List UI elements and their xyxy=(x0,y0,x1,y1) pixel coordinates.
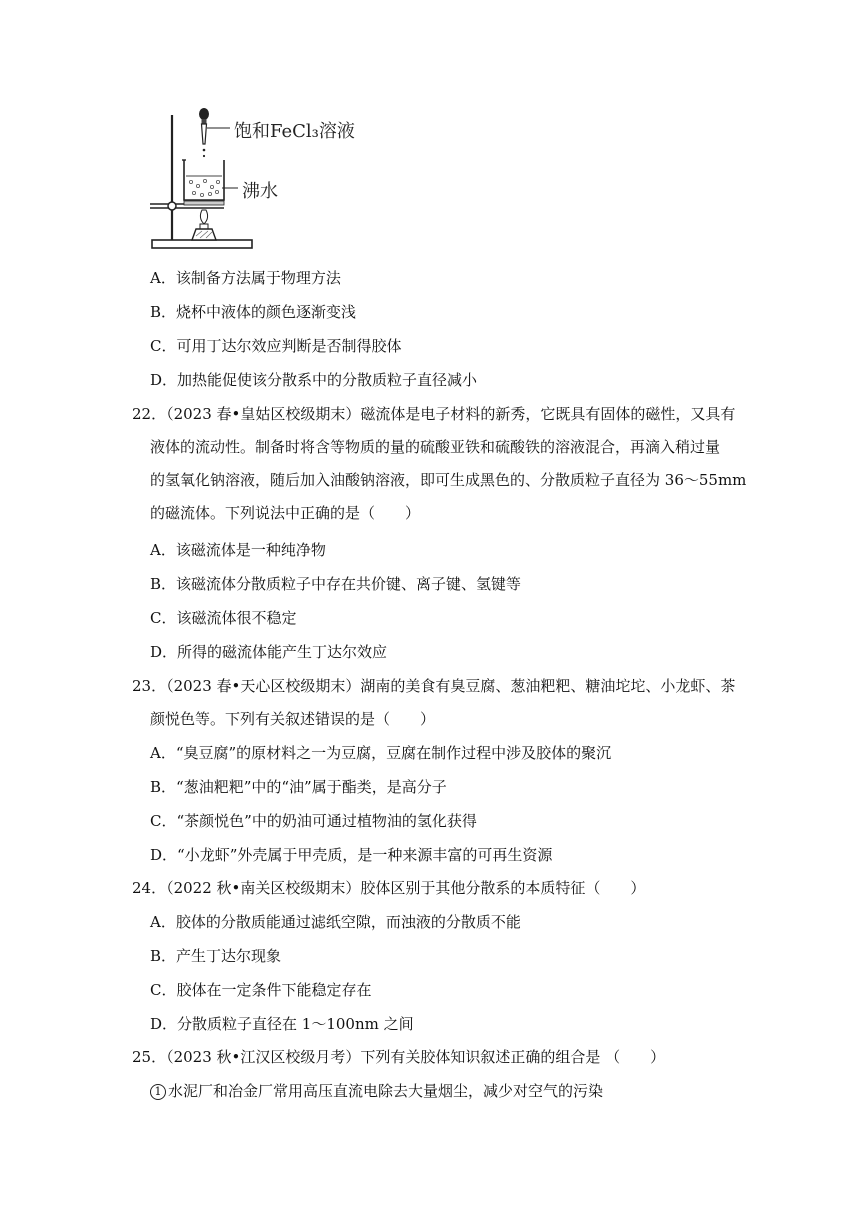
q21-option-a: A．该制备方法属于物理方法 xyxy=(150,269,341,287)
q25-item-1-marker: 1 xyxy=(150,1084,166,1100)
q23-option-c: C．“茶颜悦色”中的奶油可通过植物油的氢化获得 xyxy=(150,812,477,830)
q24-stem-line-1: 24．（2022 秋•南关区校级期末）胶体区别于其他分散系的本质特征（ ） xyxy=(132,879,646,897)
q22-option-a: A．该磁流体是一种纯净物 xyxy=(150,541,326,559)
q25-item-1 xyxy=(150,1081,603,1101)
q25-stem-line-1: 25．（2023 秋•江汉区校级月考）下列有关胶体知识叙述正确的组合是 （ ） xyxy=(132,1048,666,1066)
q22-stem-line-2: 液体的流动性。制备时将含等物质的量的硫酸亚铁和硫酸铁的溶液混合，再滴入稍过量 xyxy=(150,438,721,456)
q24-option-a: A．胶体的分散质能通过滤纸空隙，而浊液的分散质不能 xyxy=(150,913,521,931)
q21-option-d: D．加热能促使该分散系中的分散质粒子直径减小 xyxy=(150,371,478,389)
q24-option-b: B．产生丁达尔现象 xyxy=(150,947,282,965)
q23-stem-line-1: 23．（2023 春•天心区校级期末）湖南的美食有臭豆腐、葱油粑粑、糖油坨坨、小龙虾、茶 xyxy=(132,677,736,695)
q23-option-a: A．“臭豆腐”的原材料之一为豆腐，豆腐在制作过程中涉及胶体的聚沉 xyxy=(150,744,612,762)
q22-stem-line-4: 的磁流体。下列说法中正确的是（ ） xyxy=(150,504,421,522)
q21-option-c: C．可用丁达尔效应判断是否制得胶体 xyxy=(150,337,402,355)
q24-option-d: D．分散质粒子直径在 1～100nm 之间 xyxy=(150,1015,414,1033)
experiment-apparatus-figure xyxy=(142,100,382,260)
boiling-water-label: 沸水 xyxy=(242,181,278,202)
q22-option-c: C．该磁流体很不稳定 xyxy=(150,609,297,627)
q22-option-d: D．所得的磁流体能产生丁达尔效应 xyxy=(150,643,388,661)
q21-option-b: B．烧杯中液体的颜色逐渐变浅 xyxy=(150,303,357,321)
q24-option-c: C．胶体在一定条件下能稳定存在 xyxy=(150,981,372,999)
q22-option-b: B．该磁流体分散质粒子中存在共价键、离子键、氢键等 xyxy=(150,575,522,593)
q22-stem-line-3: 的氢氧化钠溶液，随后加入油酸钠溶液，即可生成黑色的、分散质粒子直径为 36～55mm xyxy=(150,471,747,489)
q23-option-d: D．“小龙虾”外壳属于甲壳质，是一种来源丰富的可再生资源 xyxy=(150,846,553,864)
q23-stem-line-2: 颜悦色等。下列有关叙述错误的是（ ） xyxy=(150,710,436,728)
q25-item-1-text: 水泥厂和冶金厂常用高压直流电除去大量烟尘，减少对空气的污染 xyxy=(168,1082,604,1100)
q22-stem-line-1: 22．（2023 春•皇姑区校级期末）磁流体是电子材料的新秀，它既具有固体的磁性，又具有 xyxy=(132,405,736,423)
q23-option-b: B．“葱油粑粑”中的“油”属于酯类，是高分子 xyxy=(150,778,447,796)
fecl3-solution-label: 饱和FeCl₃溶液 xyxy=(234,121,355,142)
